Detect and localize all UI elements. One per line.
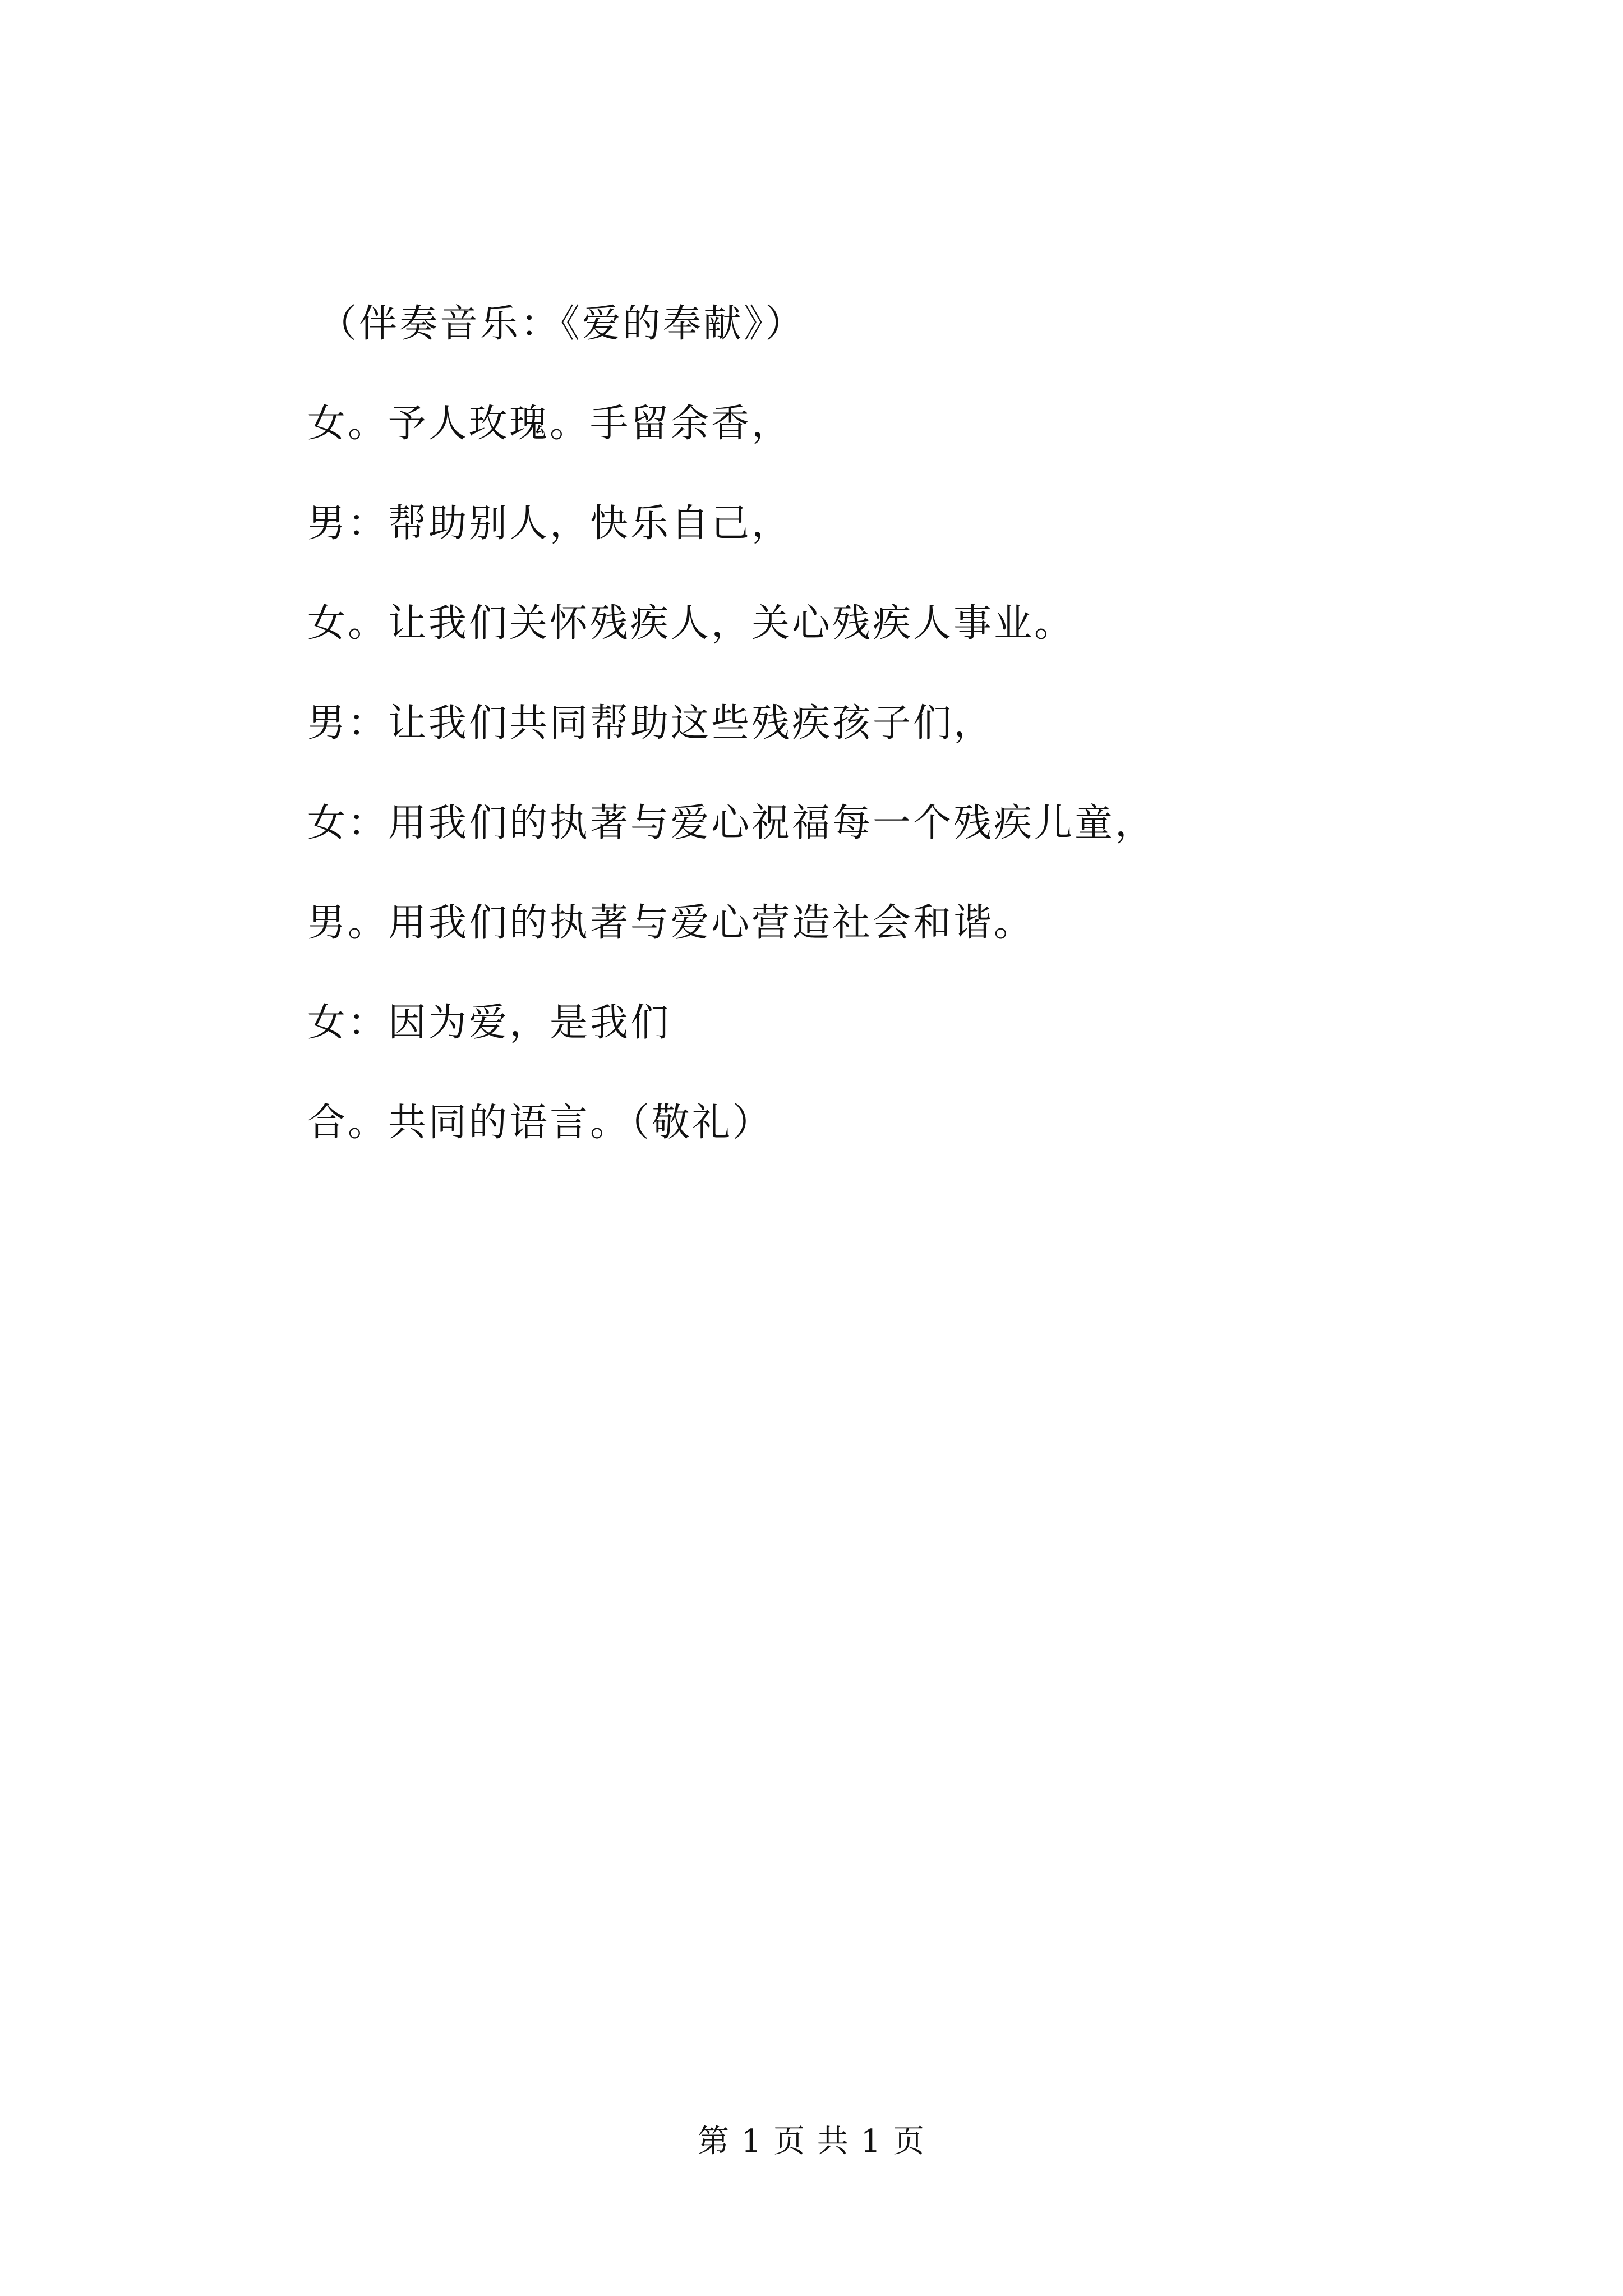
dialogue-line-8: 合。共同的语言。（敬礼） xyxy=(307,1101,773,1145)
document-body xyxy=(307,303,1541,1202)
dialogue-line-5: 女：用我们的执著与爱心祝福每一个残疾儿童， xyxy=(307,801,1156,845)
dialogue-line-4: 男：让我们共同帮助这些残疾孩子们， xyxy=(307,701,994,746)
dialogue-line-3: 女。让我们关怀残疾人，关心残疾人事业。 xyxy=(307,601,1075,646)
dialogue-line-1: 女。予人玫瑰。手留余香， xyxy=(307,402,792,446)
accompaniment-note: （伴奏音乐：《爱的奉献》） xyxy=(319,302,806,346)
dialogue-line-7: 女：因为爱，是我们 xyxy=(307,1001,671,1045)
page-number-footer: 第 1 页 共 1 页 xyxy=(697,2123,926,2160)
dialogue-line-6: 男。用我们的执著与爱心营造社会和谐。 xyxy=(307,901,1035,945)
dialogue-line-2: 男：帮助别人，快乐自己， xyxy=(307,501,792,546)
